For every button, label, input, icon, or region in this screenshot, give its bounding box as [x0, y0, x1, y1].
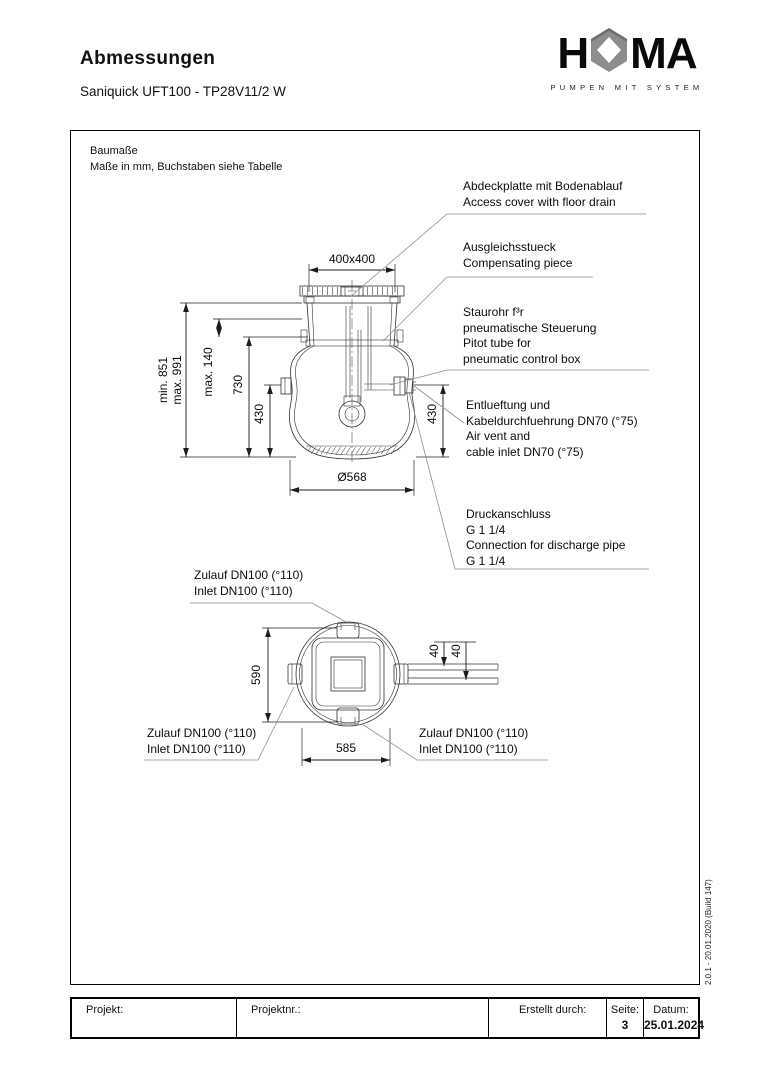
projektnr-label: Projektnr.:: [251, 1004, 301, 1016]
page-title: Abmessungen: [80, 48, 216, 69]
annotation-line: cable inlet DN70 (°75): [466, 444, 584, 459]
annotation-line: Zulauf DN100 (°110): [419, 726, 529, 740]
footer-cell-datum: [644, 999, 705, 1037]
annotation-line: Connection for discharge pipe: [466, 538, 626, 552]
dim-pipe-offset-2: 40: [449, 644, 463, 658]
version-text: 2.0.1 - 20.01.2020 (Build 147): [704, 879, 713, 985]
logo-letters-ma: MA: [630, 29, 697, 78]
annotation-line: Access cover with floor drain: [463, 194, 616, 209]
dim-inlet-left: 430: [252, 403, 266, 425]
annotation-line: pneumatic control box: [463, 351, 581, 366]
footer-cell-seite: [607, 999, 644, 1037]
annotation-line: Abdeckplatte mit Bodenablauf: [463, 179, 623, 193]
dim-height-min: min. 851: [156, 356, 170, 404]
datum-label: Datum:: [653, 1004, 689, 1016]
seite-value: 3: [621, 1018, 629, 1032]
dim-body-height: 730: [231, 374, 245, 396]
seite-label: Seite:: [610, 1004, 640, 1016]
annotation-line: G 1 1/4: [466, 522, 506, 537]
annotation-line: Inlet DN100 (°110): [194, 583, 293, 598]
dim-top-width: 400x400: [328, 252, 376, 266]
annotation-line: Inlet DN100 (°110): [419, 741, 518, 756]
annotation-inlet-left: [147, 726, 256, 757]
annotation-line: Staurohr f³r: [463, 305, 524, 319]
annotation-line: pneumatische Steuerung: [463, 320, 597, 335]
annotation-inlet-top: [194, 568, 303, 599]
annotation-line: Inlet DN100 (°110): [147, 741, 246, 756]
annotation-inlet-right: [419, 726, 528, 757]
annotation-discharge-connection: [466, 507, 625, 569]
annotation-line: Entlueftung und: [466, 398, 551, 412]
erstellt-durch-label: Erstellt durch:: [519, 1004, 587, 1016]
dim-height-max: max. 991: [170, 355, 184, 405]
dim-inlet-right: 430: [425, 403, 439, 425]
projekt-label: Projekt:: [86, 1004, 124, 1016]
annotation-line: G 1 1/4: [466, 553, 506, 568]
dim-tv-width: 585: [335, 741, 357, 755]
page-subtitle: Saniquick UFT100 - TP28V11/2 W: [80, 84, 286, 99]
footer-cell-erstellt-durch: [489, 999, 607, 1037]
drawing-note-2: Maße in mm, Buchstaben siehe Tabelle: [90, 161, 283, 173]
datum-value: 25.01.2024: [644, 1018, 705, 1032]
annotation-line: Air vent and: [466, 429, 531, 443]
logo-tagline: PUMPEN MIT SYSTEM: [550, 83, 704, 92]
annotation-line: Pitot tube for: [463, 336, 532, 350]
drawing-note-1: Baumaße: [90, 145, 138, 157]
footer-cell-projektnr: [237, 999, 489, 1037]
top-view: [288, 622, 498, 726]
annotation-line: Compensating piece: [463, 255, 573, 270]
dim-cover-range: max. 140: [201, 347, 215, 397]
footer-title-block: [70, 997, 705, 1039]
annotation-air-vent: [466, 398, 638, 460]
annotation-compensating-piece: [463, 240, 572, 271]
dim-diameter: Ø568: [337, 470, 367, 484]
logo-letter-h: H: [557, 29, 589, 78]
annotation-line: Kabeldurchfuehrung DN70 (°75): [466, 413, 638, 428]
annotation-pitot-tube: [463, 305, 596, 367]
dim-pipe-offset-1: 40: [427, 644, 441, 658]
side-view: [281, 280, 416, 464]
annotation-line: Zulauf DN100 (°110): [194, 568, 304, 582]
footer-cell-projekt: [72, 999, 237, 1037]
dim-tv-height: 590: [249, 664, 263, 686]
annotation-access-cover: [463, 179, 622, 210]
annotation-line: Ausgleichsstueck: [463, 240, 556, 254]
annotation-line: Zulauf DN100 (°110): [147, 726, 257, 740]
annotation-line: Druckanschluss: [466, 507, 551, 521]
